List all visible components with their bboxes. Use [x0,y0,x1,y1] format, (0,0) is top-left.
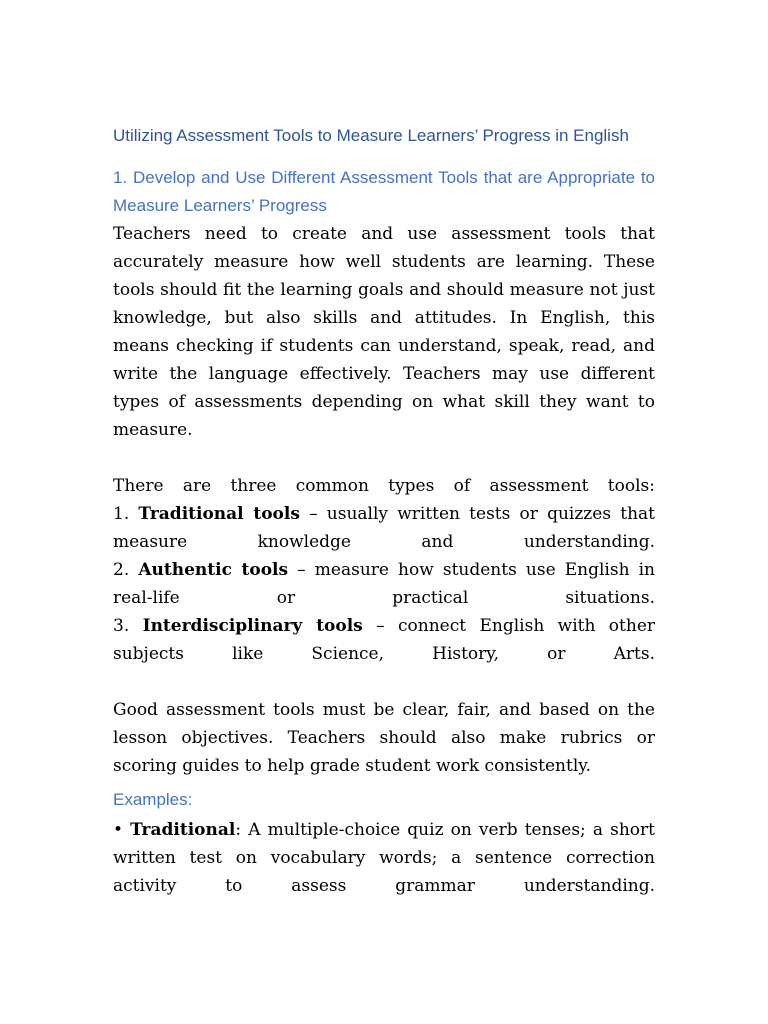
type-number: 3. [113,616,130,636]
example-item-traditional [113,816,655,900]
examples-heading: Examples: [113,790,193,809]
type-number: 2. [113,560,130,580]
bullet-icon: • [113,820,124,840]
type-description: – connect English with other subjects like Science, History, or Arts. [113,616,656,664]
type-name: Interdisciplinary tools [142,616,363,636]
type-description: – usually written tests or quizzes that measure knowledge and understanding. [113,504,655,552]
type-item-authentic [113,556,655,612]
type-item-interdisciplinary [113,612,655,668]
good-tools-paragraph: Good assessment tools must be clear, fair, and based on the lesson objectives. Teachers should also make rubrics or scoring guides to help grade student work consistently. [113,700,655,776]
paragraph-spacer [113,444,655,472]
paragraph-spacer [113,668,655,696]
type-name: Authentic tools [138,560,289,580]
type-description: – measure how students use English in real-life or practical situations. [113,560,655,608]
document-title: Utilizing Assessment Tools to Measure Learners’ Progress in English [113,126,629,145]
intro-paragraph: Teachers need to create and use assessment tools that accurately measure how well students are learning. These tools should fit the learning goals and should measure not just knowledge, but also skills and attitudes. In English, this means checking if students can understand, speak, read, and write the language effectively. Teachers may use different types of assessments depending on what skill they want to measure. [113,224,655,440]
type-number: 1. [113,504,130,524]
types-intro: There are three common types of assessment tools: [113,476,655,496]
example-name: Traditional [130,820,236,840]
type-item-traditional [113,500,655,556]
document-page [113,122,655,900]
section-heading: 1. Develop and Use Different Assessment Tools that are Appropriate to Measure Learners’ Progress [113,168,655,215]
example-description: : A multiple-choice quiz on verb tenses; a short written test on vocabulary words; a sentence correction activity to assess grammar understanding. [113,820,655,896]
type-name: Traditional tools [138,504,300,524]
